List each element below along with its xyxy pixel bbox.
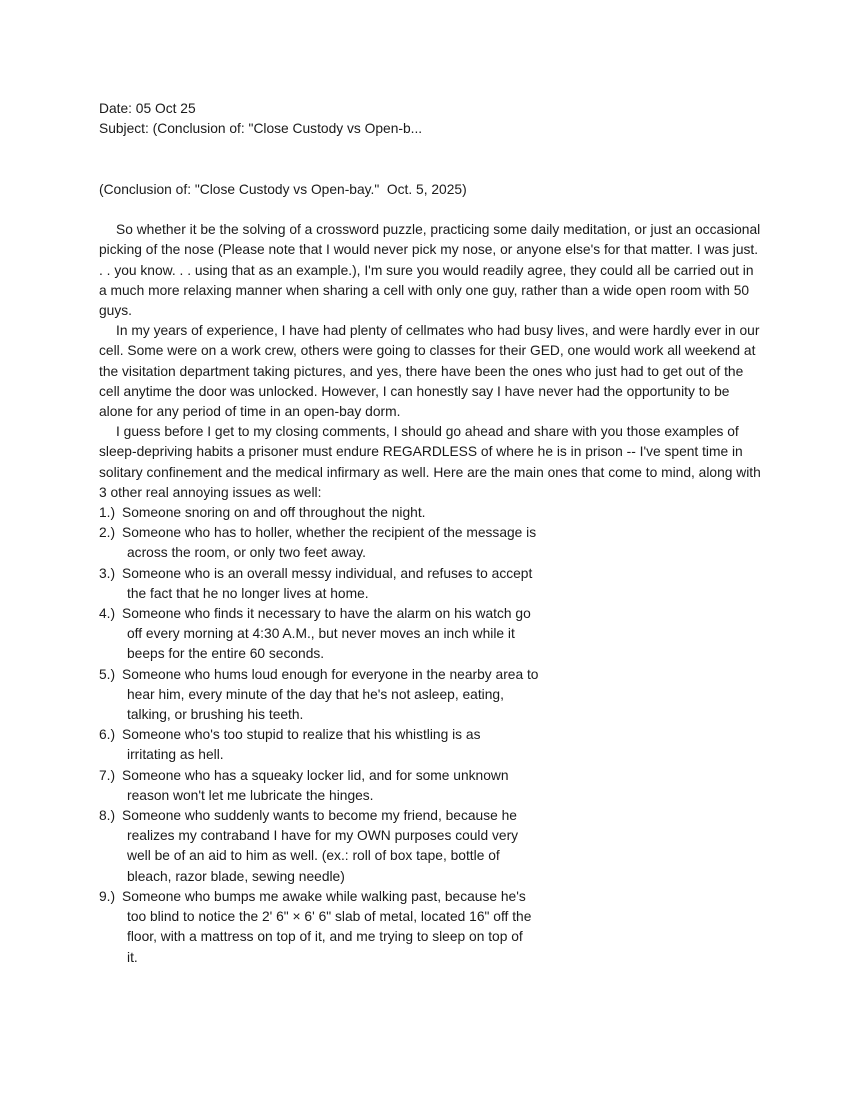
list-item-number: 9.) — [99, 888, 116, 904]
list-item-first-line — [99, 887, 699, 907]
list-item-continuation-line: too blind to notice the 2' 6" × 6' 6" slab of metal, located 16" off the — [127, 909, 532, 925]
list-item-text: Someone who has to holler, whether the recipient of the message is — [122, 525, 537, 541]
list-item-text: Someone who's too stupid to realize that his whistling is as — [122, 727, 481, 743]
list-item-continuation-line: realizes my contraband I have for my OWN purposes could very — [127, 828, 519, 844]
list-item-continuation-line: well be of an aid to him as well. (ex.: roll of box tape, bottle of — [127, 848, 500, 864]
list-item-number: 8.) — [99, 808, 116, 824]
list-item-number: 1.) — [99, 505, 116, 521]
list-item-text: Someone who suddenly wants to become my friend, because he — [122, 808, 517, 824]
list-item-first-line — [99, 665, 699, 685]
list-item-number: 4.) — [99, 606, 116, 622]
list-item-continuation-line: floor, with a mattress on top of it, and me trying to sleep on top of — [127, 929, 523, 945]
list-item-continuation-line: the fact that he no longer lives at home. — [127, 585, 369, 601]
paragraph-cellmates: In my years of experience, I have had plenty of cellmates who had busy lives, and were hardly ever in our cell. Some were on a work crew, others were going to classes for their GED, one would work all weekend at the visitation department taking pictures, and yes, there have been the ones who just had to get out of the cell anytime the door was unlocked. However, I can honestly say I have never had the opportunity to be alone for any period of time in an open-bay dorm. — [99, 323, 760, 420]
list-item — [99, 725, 699, 765]
list-item-first-line — [99, 806, 699, 826]
list-item-first-line — [99, 564, 699, 584]
paragraph-sleep-depriving-intro: I guess before I get to my closing comments, I should go ahead and share with you those examples of sleep-depriving habits a prisoner must endure REGARDLESS of where he is in prison -- I've spent time in solitary confinement and the medical infirmary as well. Here are the main ones that come to mind, along with 3 other real annoying issues as well: — [99, 424, 761, 500]
list-item — [99, 887, 699, 968]
list-item — [99, 806, 699, 887]
list-item-continuation-line: hear him, every minute of the day that he's not asleep, eating, — [127, 686, 504, 702]
list-item-text: Someone snoring on and off throughout the night. — [122, 505, 426, 521]
list-item-first-line — [99, 523, 699, 543]
paragraph-crossword: So whether it be the solving of a crossword puzzle, practicing some daily meditation, or just an occasional picking of the nose (Please note that I would never pick my nose, or anyone else's for that matter. I was just. . . you know. . . using that as an example.), I'm sure you would readily agree, they could all be carried out in a much more relaxing manner when sharing a cell with only one guy, rather than a wide open room with 50 guys. — [99, 222, 761, 318]
list-item-text: Someone who bumps me awake while walking past, because he's — [122, 888, 526, 904]
list-item-text: Someone who finds it necessary to have the alarm on his watch go — [122, 606, 531, 622]
list-item — [99, 604, 699, 665]
list-item-continuation-line: talking, or brushing his teeth. — [127, 707, 304, 723]
list-item — [99, 564, 699, 604]
list-item — [99, 523, 699, 563]
list-item-number: 5.) — [99, 666, 116, 682]
list-item — [99, 766, 699, 806]
list-item-text: Someone who is an overall messy individual, and refuses to accept — [122, 565, 533, 581]
list-item-first-line — [99, 503, 699, 523]
list-item-first-line — [99, 604, 699, 624]
list-item-text: Someone who has a squeaky locker lid, and for some unknown — [122, 767, 509, 783]
list-item-text: Someone who hums loud enough for everyone in the nearby area to — [122, 666, 539, 682]
list-item-continuation-line: beeps for the entire 60 seconds. — [127, 646, 325, 662]
list-item-continuation-line: off every morning at 4:30 A.M., but never moves an inch while it — [127, 626, 515, 642]
conclusion-title-line: (Conclusion of: "Close Custody vs Open-bay." Oct. 5, 2025) — [99, 181, 467, 197]
list-item-first-line — [99, 725, 699, 745]
list-item-continuation-line: across the room, or only two feet away. — [127, 545, 366, 561]
list-item-number: 3.) — [99, 565, 116, 581]
numbered-list — [99, 503, 699, 968]
list-item-continuation-line: bleach, razor blade, sewing needle) — [127, 868, 345, 884]
list-item-number: 2.) — [99, 525, 116, 541]
list-item-continuation-line: it. — [127, 949, 138, 965]
date-line: Date: 05 Oct 25 — [99, 101, 196, 116]
list-item-number: 7.) — [99, 767, 116, 783]
subject-line: Subject: (Conclusion of: "Close Custody vs Open-b... — [99, 121, 423, 137]
list-item-number: 6.) — [99, 727, 116, 743]
list-item — [99, 503, 699, 523]
list-item-continuation-line: irritating as hell. — [127, 747, 224, 763]
document-body — [99, 220, 850, 968]
list-item-first-line — [99, 766, 699, 786]
list-item-continuation-line: reason won't let me lubricate the hinges. — [127, 787, 374, 803]
document-header — [99, 99, 850, 139]
list-item — [99, 665, 699, 726]
